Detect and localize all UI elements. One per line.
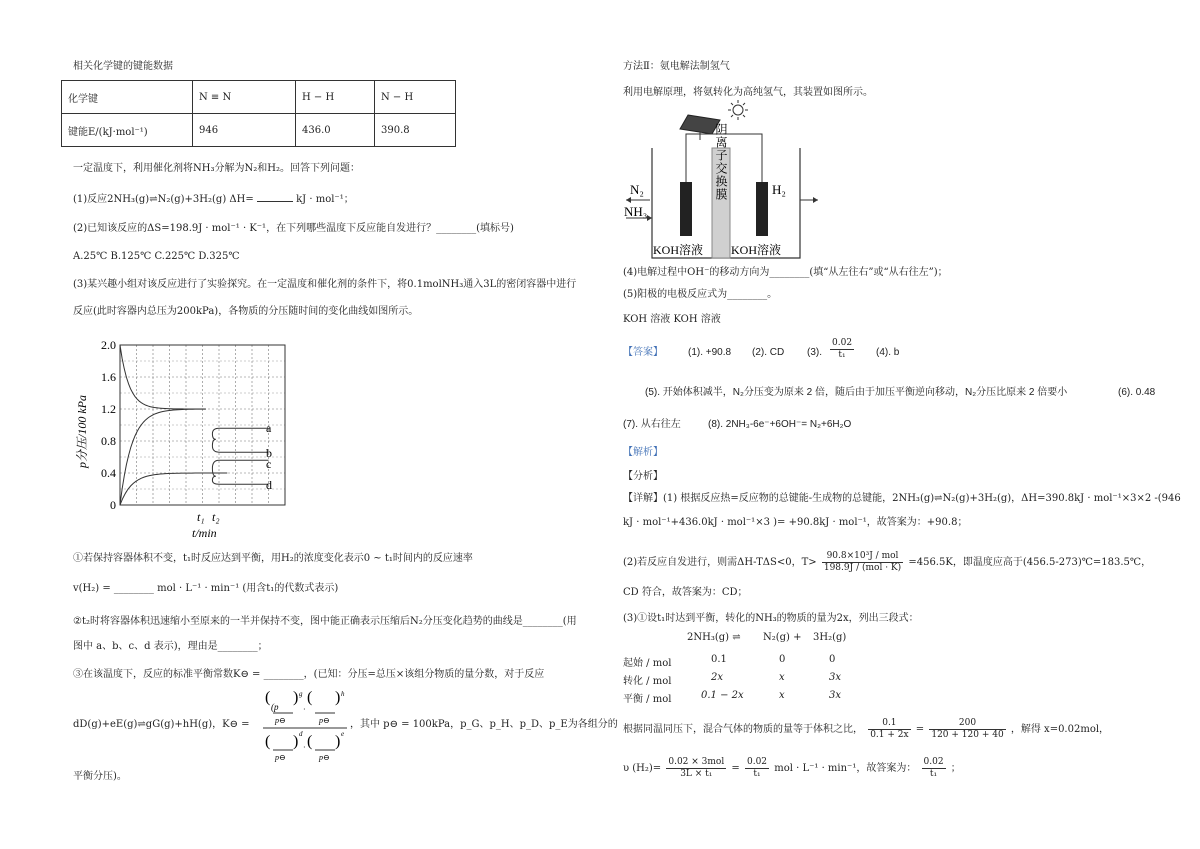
table-row (62, 114, 456, 147)
answer-blank (257, 192, 293, 202)
curve-label-b: b (266, 446, 272, 460)
ice-row-label: 平衡 / mol (623, 694, 672, 705)
answer-2: (2). CD (752, 347, 785, 358)
svg-text:): ) (293, 689, 299, 706)
detail-2-pre: (2)若反应自发进行，则需ΔH-TΔS<0，T> (623, 557, 817, 568)
question-3-1b: v(H₂) = ________ mol · L⁻¹ · min⁻¹ (用含t₁的代数式表示) (73, 583, 339, 594)
table-header-cell: N − H (375, 81, 456, 114)
question-2-options: A.25℃ B.125℃ C.225℃ D.325℃ (73, 251, 240, 262)
question-3-3a: ③在该温度下，反应的标准平衡常数K⊖ = ________，(已知：分压=总压×该组分物质的量分数，对于反应 (73, 669, 545, 680)
answer-5: (5). 开始体积减半，N₂分压变为原来 2 倍，随后由于加压平衡逆向移动，N₂分压比原来 2 倍要小 (645, 387, 1068, 398)
svg-text:(p: (p (271, 702, 279, 712)
question-3-3b-left: dD(g)+eE(g)⇌gG(g)+hH(g)，K⊖ = (73, 719, 250, 730)
question-3-1a: ①若保持容器体积不变，t₁时反应达到平衡，用H₂的浓度变化表示0 ~ t₁时间内的反应速率 (73, 553, 473, 564)
detail-3b-pre: 根据同温同压下，混合气体的物质的量等于体积之比， (623, 724, 863, 735)
x-axis-label: t/min (192, 526, 217, 540)
svg-text:p⊖: p⊖ (319, 716, 330, 725)
electrode-right (756, 182, 768, 236)
x-tick-t2: t₂ (212, 510, 220, 524)
curve-label-d: d (266, 478, 272, 492)
svg-text:g: g (299, 690, 303, 698)
question-1-unit: kJ · mol⁻¹； (296, 194, 354, 205)
detail-1b: kJ · mol⁻¹+436.0kJ · mol⁻¹×3 )= +90.8kJ · mol⁻¹，故答案为：+90.8； (623, 517, 968, 528)
pressure-chart (70, 330, 300, 545)
detail-3c-post: mol · L⁻¹ · min⁻¹，故答案为： (774, 763, 917, 774)
detail-2b: CD 符合，故答案为：CD； (623, 587, 748, 598)
fraction-numerator: 0.02 (923, 757, 944, 767)
table-cell: 390.8 (375, 114, 456, 147)
svg-text:p⊖: p⊖ (319, 753, 330, 762)
chart-curves (120, 345, 272, 505)
fraction-denominator: 3L × t₁ (680, 769, 713, 779)
svg-text:(: ( (307, 733, 313, 750)
fraction-denominator: 198.9J / (mol · K) (823, 563, 902, 573)
detail-2-post: =456.5K，即温度应高于(456.5-273)℃=183.5℃， (908, 557, 1152, 568)
sun-icon (733, 105, 743, 115)
detail-3c: υ (H₂)= $\frac{\text{0.02 × 3mol}}{\text{3L × t₁}}$ = $\frac{0.02}{\text{t₁}}$ mol · L⁻¹ · min⁻¹，故答案为： $\frac{0.02}{\text{t₁}}$ ； (623, 757, 961, 779)
electrolysis-diagram (620, 100, 820, 260)
fraction-denominator: t₁ (929, 769, 938, 779)
question-1-text: (1)反应2NH₃(g)⇌N₂(g)+3H₂(g) ΔH= (73, 194, 254, 205)
ice-header-n2: N₂(g) + (763, 632, 802, 643)
ice-cell: x (779, 672, 785, 683)
table-cell: 946 (193, 114, 296, 147)
ice-cell: x (779, 690, 785, 701)
chart-grid (120, 345, 285, 505)
y-tick-label: 0 (110, 498, 116, 512)
question-3-3c: 平衡分压)。 (73, 771, 127, 782)
question-3-2b: 图中 a、b、c、d 表示)，理由是________； (73, 641, 268, 652)
svg-text:p⊖: p⊖ (275, 716, 286, 725)
curve-label-a: a (266, 421, 272, 435)
y-tick-label: 1.6 (101, 370, 116, 384)
fraction-numerator: 0.02 × 3mol (668, 757, 725, 767)
ice-row-label: 起始 / mol (623, 658, 672, 669)
stray-text: KOH 溶液 KOH 溶液 (623, 314, 721, 325)
table-row-label: 键能E/(kJ·mol⁻¹) (62, 114, 193, 147)
table-header-cell: H − H (296, 81, 375, 114)
svg-text:p⊖: p⊖ (275, 753, 286, 762)
sun-rays (728, 100, 748, 120)
answer-3-fraction (830, 338, 854, 361)
ice-header-nh3: 2NH₃(g) ⇌ (687, 632, 741, 643)
curve-d (212, 476, 268, 484)
ice-header-h2: 3H₂(g) (813, 632, 847, 643)
answer-4: (4). b (876, 347, 900, 358)
y-tick-label: 0.8 (101, 434, 116, 448)
fraction-numerator: 200 (929, 718, 1005, 730)
question-3-line2: 反应(此时容器内总压为200kPa)，各物质的分压随时间的变化曲线如图所示。 (73, 306, 419, 317)
svg-text:(: ( (307, 689, 313, 706)
curve-a (212, 428, 268, 439)
label-left-solution: KOH溶液 (653, 243, 703, 257)
fraction-denominator: 0.1 + 2x (870, 730, 909, 740)
ice-cell: 3x (829, 690, 842, 701)
ice-cell: 2x (711, 672, 724, 683)
k-formula-svg (263, 688, 347, 766)
ice-cell: 3x (829, 672, 842, 683)
detail-2 (623, 551, 1151, 574)
equilibrium-constant-formula (263, 688, 347, 769)
curve-label-c: c (266, 457, 272, 471)
bond-energy-table (61, 80, 456, 147)
table-title: 相关化学键的键能数据 (73, 61, 173, 72)
svg-text:): ) (293, 733, 299, 750)
label-n2: N₂ (630, 182, 644, 197)
fraction-numerator: 0.02 (832, 338, 853, 348)
table-header-cell: N ≡ N (193, 81, 296, 114)
fraction-denominator: 120 + 120 + 40 (931, 730, 1004, 740)
detail-3b: 根据同温同压下，混合气体的物质的量等于体积之比， $\frac{0.1}{0.1 + 2x}$ = $\frac{200}{120 + 120 + 40}$ ，解得 x=0.02mol， (623, 718, 1110, 740)
answer-1: (1). +90.8 (688, 347, 732, 358)
question-3-3b-right: ，其中 p⊖ = 100kPa，p_G、p_H、p_D、p_E为各组分的 (350, 719, 618, 730)
question-1 (73, 192, 354, 207)
table-cell: 436.0 (296, 114, 375, 147)
svg-text:·: · (303, 743, 306, 752)
ice-cell: 0 (779, 654, 786, 665)
svg-text:(: ( (265, 689, 271, 706)
y-ticks (101, 338, 116, 512)
answer-8: (8). 2NH₃-6e⁻+6OH⁻= N₂+6H₂O (708, 419, 852, 430)
svg-text:·: · (303, 705, 306, 714)
answer-tag: 【答案】 (623, 347, 663, 358)
svg-text:d: d (299, 730, 303, 738)
svg-text:): ) (335, 733, 341, 750)
question-3-line1: (3)某兴趣小组对该反应进行了实验探究。在一定温度和催化剂的条件下，将0.1molNH₃通入3L的密闭容器中进行 (73, 279, 577, 290)
analysis-tag: 【解析】 (623, 447, 663, 458)
label-h2: H₂ (772, 182, 786, 197)
question-5: (5)阳极的电极反应式为________。 (623, 289, 778, 300)
question-2: (2)已知该反应的ΔS=198.9J · mol⁻¹ · K⁻¹，在下列哪些温度下反应能自发进行？________(填标号) (73, 223, 514, 234)
detail-3c-pre: υ (H₂)= (623, 763, 662, 774)
method-description: 利用电解原理，将氨转化为高纯氢气，其装置如图所示。 (623, 87, 873, 98)
answer-6: (6). 0.48 (1118, 387, 1156, 398)
curve-c (212, 460, 268, 476)
answer-7: (7). 从右往左 (623, 419, 681, 430)
x-tick-t1: t₁ (197, 510, 205, 524)
question-4: (4)电解过程中OH⁻的移动方向为________(填“从左往右”或“从右往左”)； (623, 267, 948, 278)
curve-b (212, 439, 268, 452)
fraction-numerator: 0.02 (746, 757, 768, 767)
fraction-denominator: t₁ (838, 350, 846, 360)
y-tick-label: 2.0 (101, 338, 116, 352)
ice-cell: 0 (829, 654, 836, 665)
svg-text:h: h (341, 690, 345, 698)
ice-cell: 0.1 − 2x (701, 690, 744, 701)
svg-text:): ) (335, 689, 341, 706)
y-tick-label: 0.4 (101, 466, 116, 480)
intro-text: 一定温度下，利用催化剂将NH₃分解为N₂和H₂。回答下列问题： (73, 163, 360, 174)
svg-text:e: e (341, 730, 345, 738)
fraction-numerator: 90.8×10³J / mol (822, 551, 903, 563)
fraction-denominator: t₁ (753, 769, 761, 779)
question-3-2a: ②t₂时将容器体积迅速缩小至原来的一半并保持不变，图中能正确表示压缩后N₂分压变化趋势的曲线是________(用 (73, 616, 577, 627)
analysis-subtitle: 【分析】 (623, 471, 663, 482)
label-nh3: NH₃ (624, 204, 648, 219)
ice-row-label: 转化 / mol (623, 676, 672, 687)
svg-text:(: ( (265, 733, 271, 750)
label-right-solution: KOH溶液 (731, 243, 781, 257)
table-header-cell: 化学键 (62, 81, 193, 114)
y-tick-label: 1.2 (101, 402, 116, 416)
detail-1a: 【详解】(1) 根据反应热=反应物的总键能-生成物的总键能，2NH₃(g)⇌N₂(g)+3H₂(g)，ΔH=390.8kJ · mol⁻¹×3×2 -(946 (623, 493, 1181, 504)
y-axis-label: p分压/100 kPa (75, 395, 89, 468)
table-row (62, 81, 456, 114)
electrode-left (680, 182, 692, 236)
label-membrane: 阴离子交换膜 (714, 123, 728, 201)
answer-3: (3). (807, 347, 822, 358)
detail-3a: (3)①设t₁时达到平衡，转化的NH₃的物质的量为2x，列出三段式： (623, 613, 919, 624)
method-title: 方法Ⅱ：氨电解法制氢气 (623, 61, 730, 72)
detail-3b-post: ，解得 x=0.02mol， (1010, 724, 1110, 735)
ice-cell: 0.1 (711, 654, 727, 665)
fraction-numerator: 0.1 (868, 718, 910, 730)
